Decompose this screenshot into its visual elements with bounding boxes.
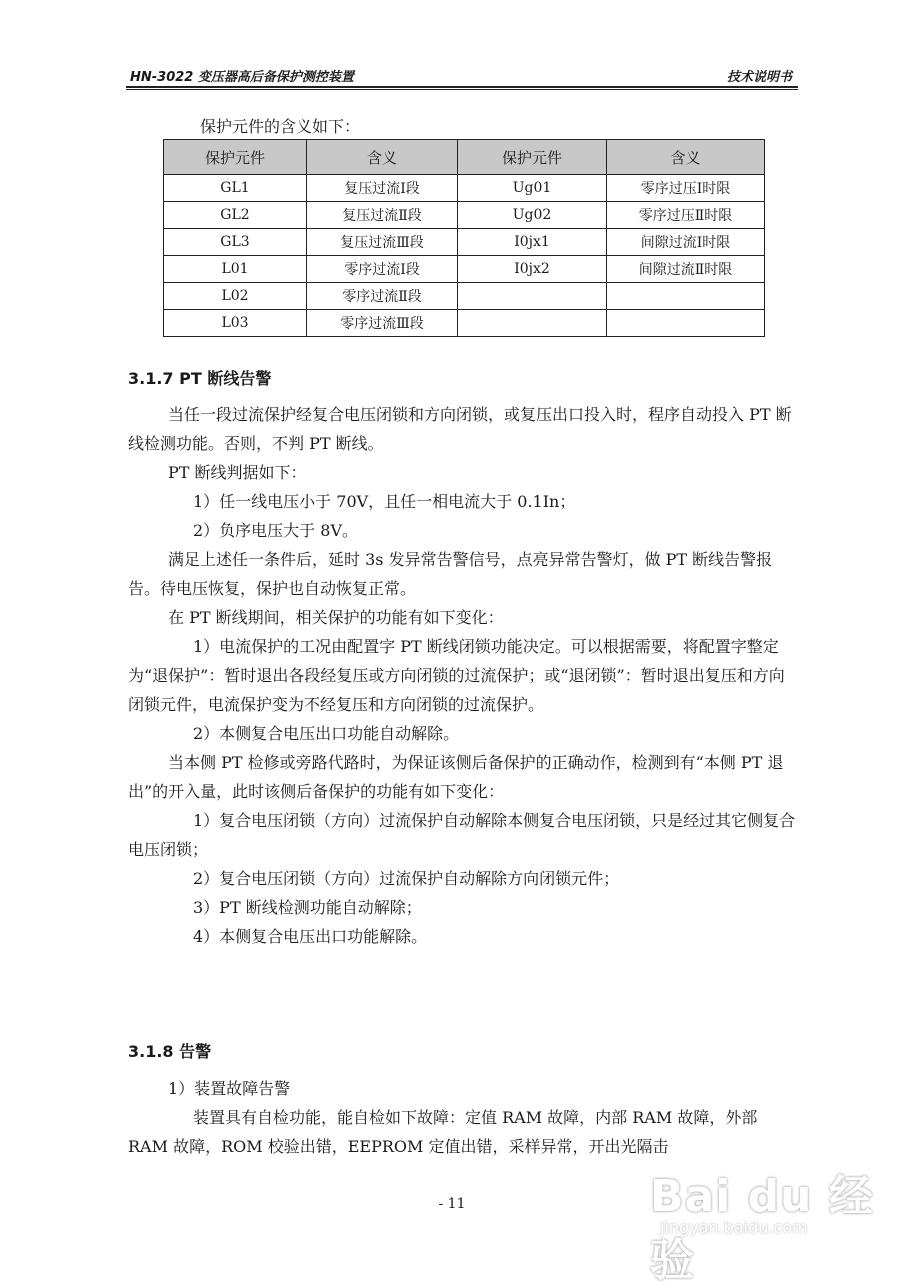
header-doc-type: 技术说明书 — [726, 70, 792, 85]
section-3-1-7 — [128, 364, 800, 951]
table-cell — [458, 310, 607, 337]
table-cell: 零序过压Ⅱ时限 — [607, 202, 765, 229]
table-cell — [607, 310, 765, 337]
table-row — [164, 175, 765, 202]
table-header-cell: 保护元件 — [458, 140, 607, 175]
watermark-url: jingyan.baidu.com — [660, 1218, 808, 1237]
table-intro: 保护元件的含义如下： — [200, 117, 361, 136]
table-cell: I0jx2 — [458, 256, 607, 283]
list-item: 2）复合电压闭锁（方向）过流保护自动解除方向闭锁元件； — [193, 869, 620, 888]
section-heading: 3.1.8 告警 — [128, 1042, 212, 1061]
table-cell — [607, 283, 765, 310]
paragraph: 当任一段过流保护经复合电压闭锁和方向闭锁，或复压出口投入时，程序自动投入 PT 断线检测功能。否则，不判 PT 断线。 — [128, 405, 792, 453]
paragraph: PT 断线判据如下： — [168, 463, 307, 482]
table-cell: GL1 — [164, 175, 307, 202]
table-cell: 零序过流Ⅲ段 — [307, 310, 458, 337]
table-cell: Ug01 — [458, 175, 607, 202]
paragraph: 在 PT 断线期间，相关保护的功能有如下变化： — [168, 608, 504, 627]
table-cell: 间隙过流Ⅱ时限 — [607, 256, 765, 283]
header-title: HN-3022 变压器高后备保护测控装置 — [130, 70, 354, 85]
list-item: 1）装置故障告警 — [168, 1079, 291, 1098]
table-cell: L01 — [164, 256, 307, 283]
paragraph: 当本侧 PT 检修或旁路代路时，为保证该侧后备保护的正确动作，检测到有“本侧 PT 退出”的开入量，此时该侧后备保护的功能有如下变化： — [128, 753, 784, 801]
watermark-logo: Bai du 经验 — [650, 1171, 874, 1286]
table-cell: 复压过流Ⅲ段 — [307, 229, 458, 256]
table-cell — [458, 283, 607, 310]
table-header-cell: 保护元件 — [164, 140, 307, 175]
table-cell: 零序过流Ⅱ段 — [307, 283, 458, 310]
section-3-1-8 — [128, 1037, 800, 1161]
page-number: - 11 — [438, 1196, 466, 1212]
table-cell: 复压过流Ⅱ段 — [307, 202, 458, 229]
table-header-cell: 含义 — [607, 140, 765, 175]
table-cell: 间隙过流Ⅰ时限 — [607, 229, 765, 256]
header-divider — [126, 89, 798, 90]
criterion-item: 2）负序电压大于 8V。 — [193, 521, 359, 540]
protection-element-table — [163, 139, 765, 337]
table-row — [164, 256, 765, 283]
table-header-row — [164, 140, 765, 175]
table-header-cell: 含义 — [307, 140, 458, 175]
list-item: 4）本侧复合电压出口功能解除。 — [193, 927, 428, 946]
paragraph: 满足上述任一条件后，延时 3s 发异常告警信号，点亮异常告警灯，做 PT 断线告警报告。待电压恢复，保护也自动恢复正常。 — [128, 550, 773, 598]
table-cell: GL3 — [164, 229, 307, 256]
table-cell: L02 — [164, 283, 307, 310]
table-cell: Ug02 — [458, 202, 607, 229]
page-header — [126, 60, 798, 88]
list-item: 1）复合电压闭锁（方向）过流保护自动解除本侧复合电压闭锁，只是经过其它侧复合电压闭锁； — [128, 811, 796, 859]
table-cell: 零序过压Ⅰ时限 — [607, 175, 765, 202]
table-row — [164, 283, 765, 310]
table-cell: GL2 — [164, 202, 307, 229]
table-cell: 零序过流Ⅰ段 — [307, 256, 458, 283]
criterion-item: 1）任一线电压小于 70V，且任一相电流大于 0.1In； — [193, 492, 576, 511]
table-row — [164, 229, 765, 256]
paragraph: 装置具有自检功能，能自检如下故障：定值 RAM 故障，内部 RAM 故障，外部 RAM 故障，ROM 校验出错，EEPROM 定值出错，采样异常，开出光隔击 — [128, 1108, 758, 1156]
section-heading: 3.1.7 PT 断线告警 — [128, 369, 272, 388]
table-cell: 复压过流Ⅰ段 — [307, 175, 458, 202]
list-item: 2）本侧复合电压出口功能自动解除。 — [193, 724, 460, 743]
list-item: 1）电流保护的工况由配置字 PT 断线闭锁功能决定。可以根据需要，将配置字整定为“退保护”：暂时退出各段经复压或方向闭锁的过流保护；或“退闭锁”：暂时退出复压和方向闭锁元件，电流保护变为不经复压和方向闭锁的过流保护。 — [128, 637, 785, 714]
table-row — [164, 202, 765, 229]
table-cell: I0jx1 — [458, 229, 607, 256]
baidu-watermark — [640, 1160, 880, 1286]
table-row — [164, 310, 765, 337]
list-item: 3）PT 断线检测功能自动解除； — [193, 898, 422, 917]
table-cell: L03 — [164, 310, 307, 337]
